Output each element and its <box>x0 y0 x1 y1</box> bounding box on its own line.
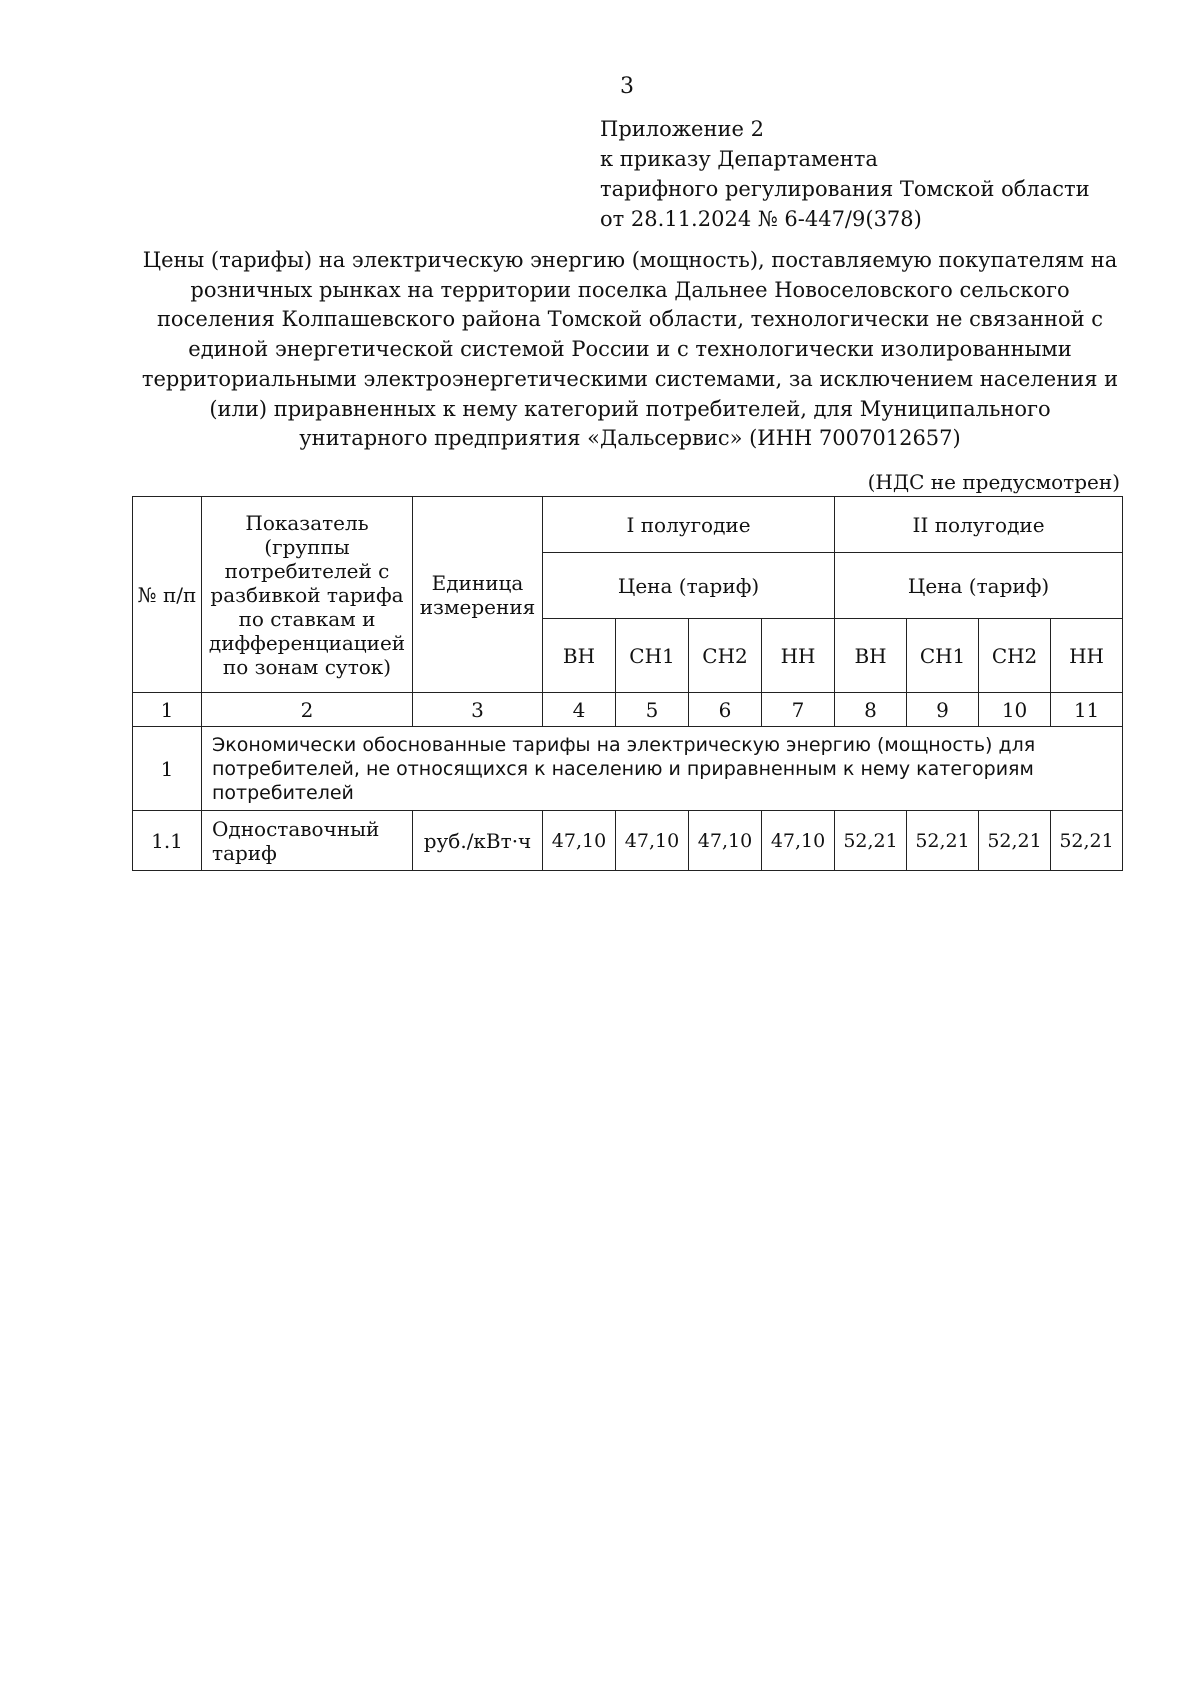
header-unit: Единица измерения <box>413 497 543 693</box>
column-number: 2 <box>202 693 413 727</box>
appendix-block <box>600 114 1090 234</box>
title-line: территориальными электроэнергетическими системами, за исключением населения и <box>141 366 1119 391</box>
header-level: НН <box>762 619 835 693</box>
column-number: 10 <box>979 693 1051 727</box>
header-level: НН <box>1051 619 1123 693</box>
appendix-line-3: тарифного регулирования Томской области <box>600 177 1090 201</box>
header-level: СН2 <box>689 619 762 693</box>
appendix-line-1: Приложение 2 <box>600 117 764 141</box>
tariff-value: 52,21 <box>907 811 979 871</box>
header-level: ВН <box>543 619 616 693</box>
appendix-line-2: к приказу Департамента <box>600 147 878 171</box>
title-line: розничных рынках на территории поселка Дальнее Новоселовского сельского <box>190 277 1070 302</box>
tariff-value: 47,10 <box>762 811 835 871</box>
section-number: 1 <box>133 727 202 811</box>
tariff-value: 47,10 <box>543 811 616 871</box>
header-level: СН1 <box>616 619 689 693</box>
header-half-1: I полугодие <box>543 497 835 553</box>
header-price-1: Цена (тариф) <box>543 553 835 619</box>
column-number: 4 <box>543 693 616 727</box>
header-half-2: II полугодие <box>835 497 1123 553</box>
tariff-table <box>132 496 1123 871</box>
tariff-value: 52,21 <box>979 811 1051 871</box>
title-line: Цены (тарифы) на электрическую энергию (мощность), поставляемую покупателям на <box>142 248 1118 272</box>
header-level: СН2 <box>979 619 1051 693</box>
column-number: 11 <box>1051 693 1123 727</box>
row-name: Одноставочный тариф <box>202 811 413 871</box>
tariff-value: 52,21 <box>835 811 907 871</box>
appendix-line-4: от 28.11.2024 № 6-447/9(378) <box>600 207 922 231</box>
column-number: 1 <box>133 693 202 727</box>
column-number: 7 <box>762 693 835 727</box>
title-line: единой энергетической системой России и с технологически изолированными <box>188 337 1072 362</box>
header-price-2: Цена (тариф) <box>835 553 1123 619</box>
column-number: 9 <box>907 693 979 727</box>
document-title <box>130 246 1130 454</box>
page-number: 3 <box>620 74 634 99</box>
section-title: Экономически обоснованные тарифы на электрическую энергию (мощность) для потребителей, не относящихся к населению и приравненным к нему категориям потребителей <box>202 727 1123 811</box>
tariff-value: 47,10 <box>689 811 762 871</box>
column-number: 3 <box>413 693 543 727</box>
title-line: поселения Колпашевского района Томской области, технологически не связанной с <box>156 307 1104 332</box>
tariff-value: 47,10 <box>616 811 689 871</box>
tariff-value: 52,21 <box>1051 811 1123 871</box>
title-line: (или) приравненных к нему категорий потребителей, для Муниципального <box>209 396 1051 421</box>
header-num: № п/п <box>133 497 202 693</box>
row-number: 1.1 <box>133 811 202 871</box>
header-level: ВН <box>835 619 907 693</box>
header-level: СН1 <box>907 619 979 693</box>
column-number: 8 <box>835 693 907 727</box>
header-indicator: Показатель (группы потребителей с разбивкой тарифа по ставкам и дифференциацией по зонам суток) <box>202 497 413 693</box>
title-line: унитарного предприятия «Дальсервис» (ИНН 7007012657) <box>299 426 961 451</box>
vat-note: (НДС не предусмотрен) <box>867 470 1120 494</box>
column-number: 6 <box>689 693 762 727</box>
column-number: 5 <box>616 693 689 727</box>
row-unit: руб./кВт·ч <box>413 811 543 871</box>
